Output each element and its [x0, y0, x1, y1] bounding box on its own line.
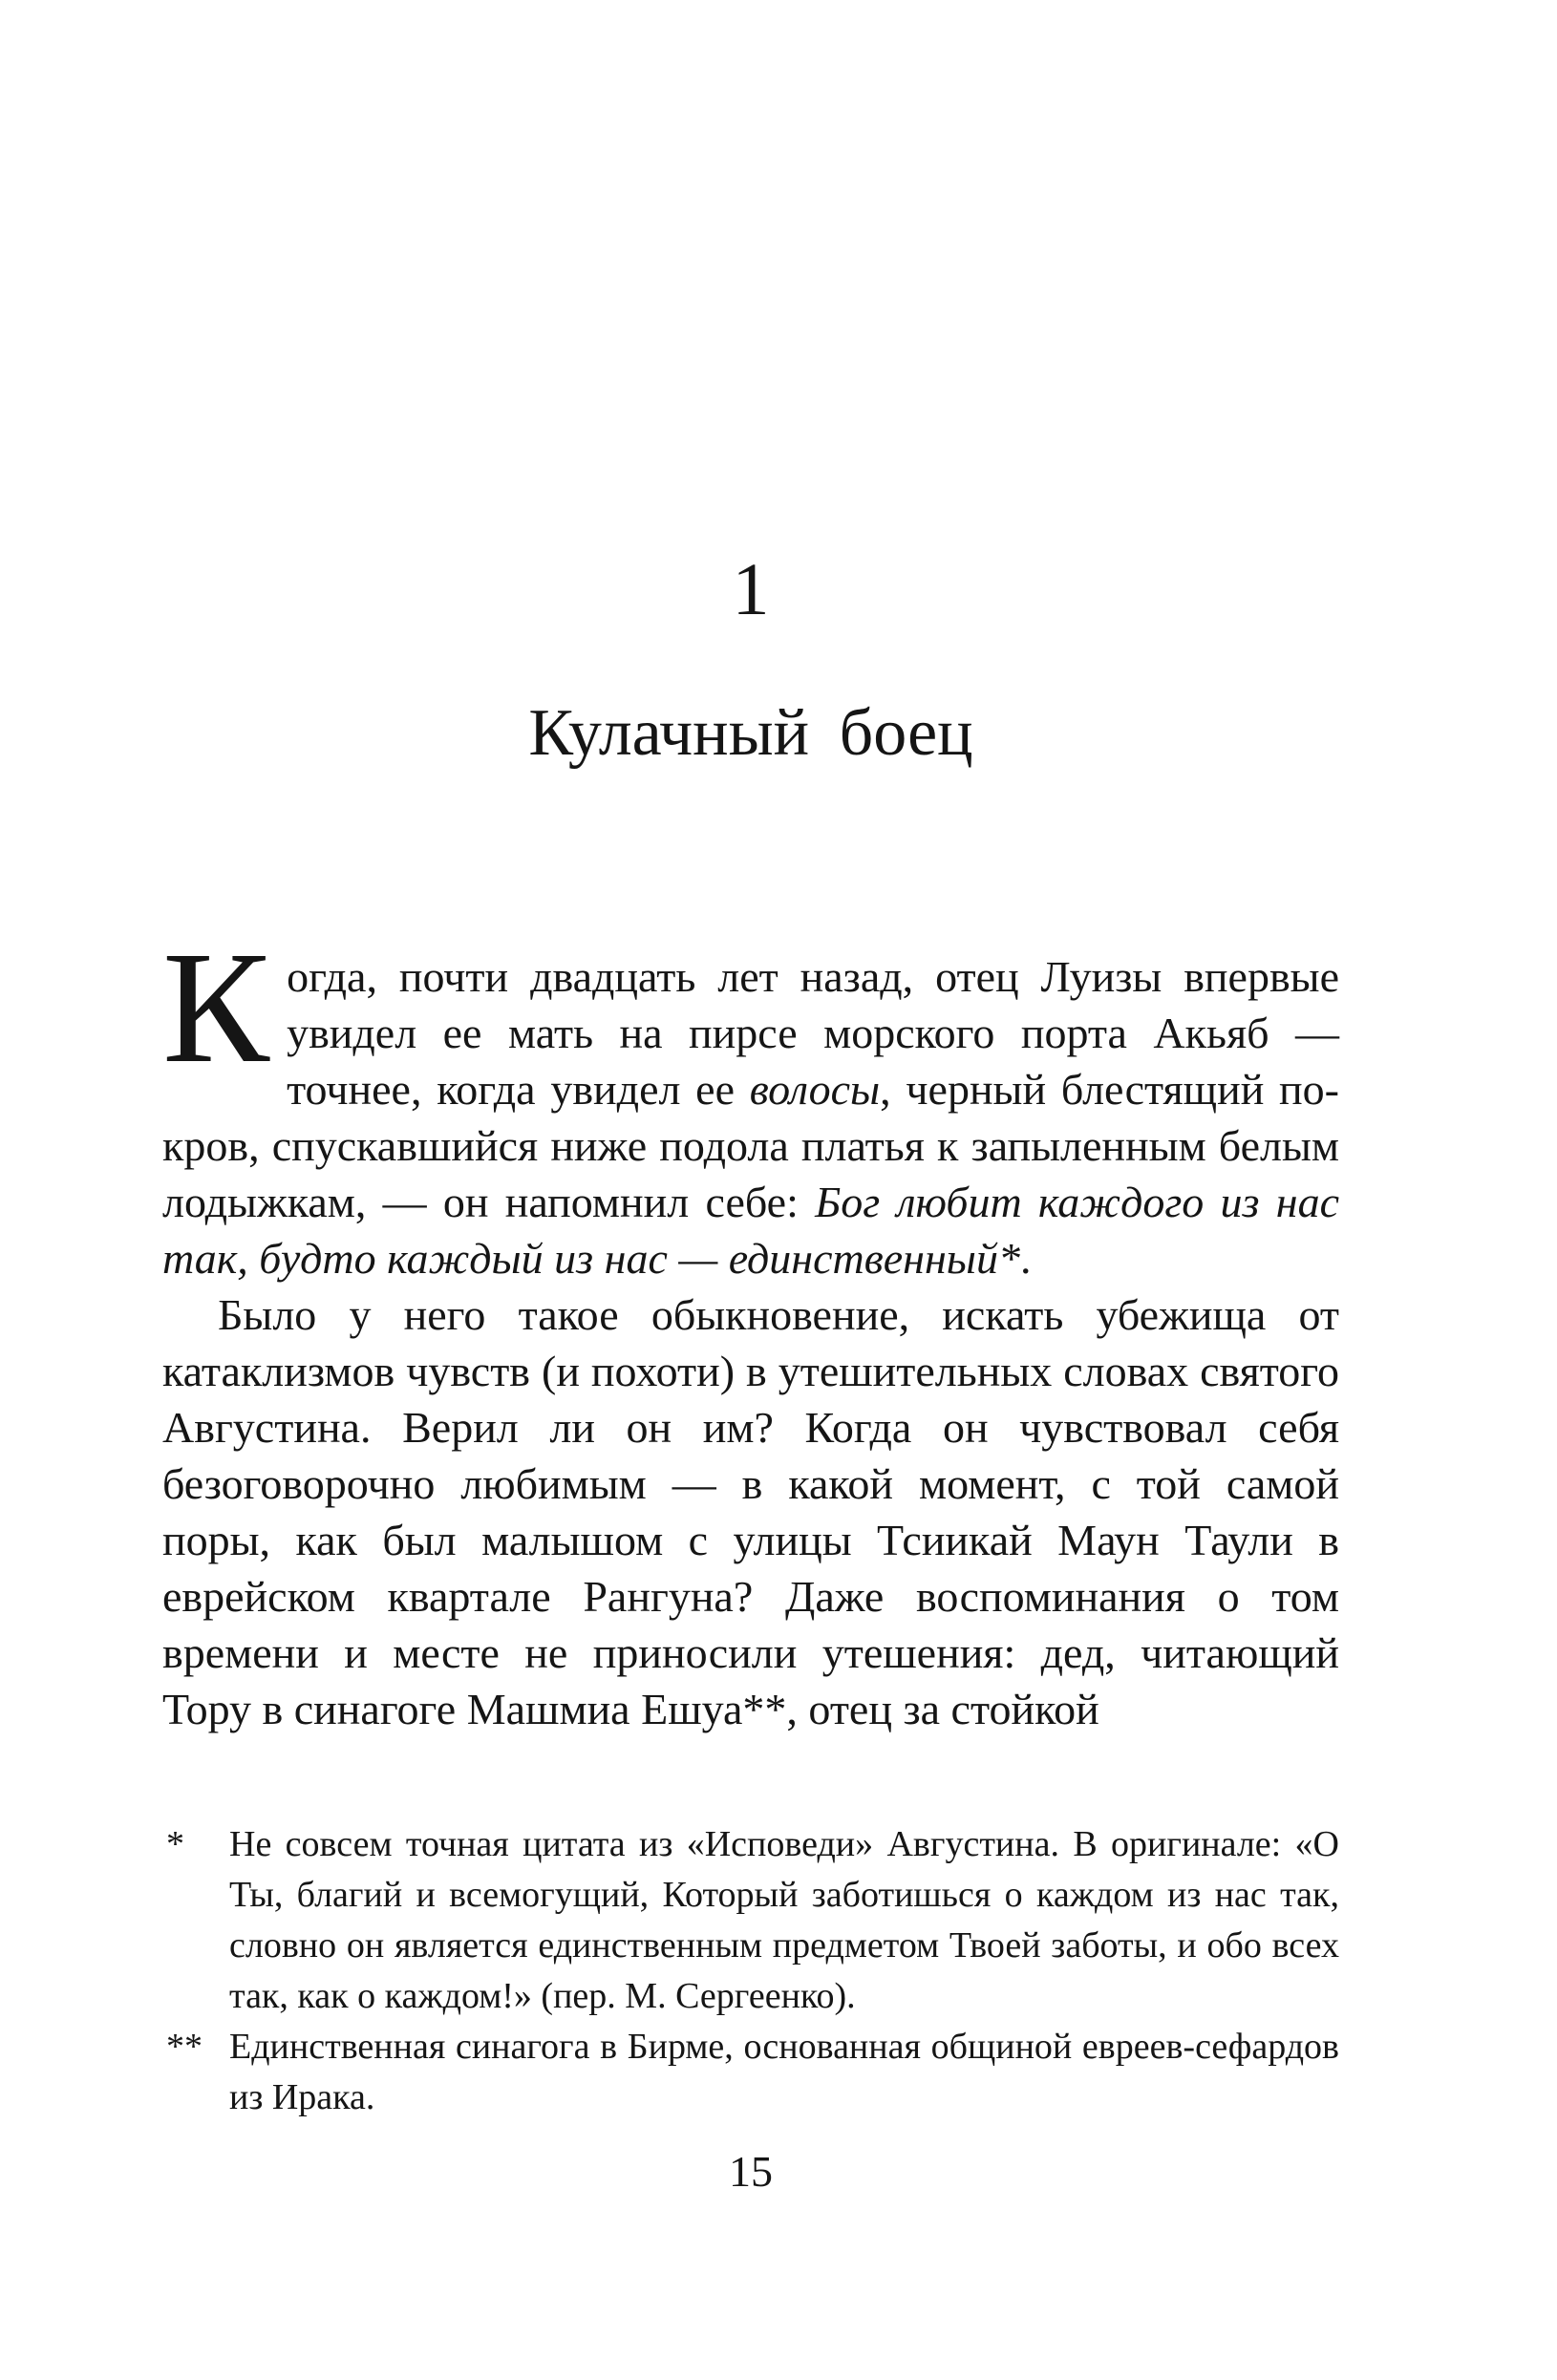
drop-cap: К — [162, 919, 270, 1096]
page-number: 15 — [729, 2147, 773, 2196]
text-run: Было у него такое обыкновение, искать убежища от катаклизмов чувств (и похоти) в утешительных словах святого Августина. Верил ли он им? Когда он чувствовал себя безоговорочно любимым — в какой момент, с той самой поры, как был малышом с улицы Тсиикай Маун Таули в еврейском квартале Рангуна? Даже воспоминания о том времени и месте не приносили утешения: дед, читающий Тору в синагоге Машмиа Ешуа**, отец за стойкой — [162, 1290, 1339, 1733]
footnote — [162, 2022, 1339, 2123]
footnote-marker: * — [166, 1824, 184, 1864]
body-text — [162, 919, 1339, 1737]
text-run: . — [1019, 1234, 1032, 1283]
footnote-text: Единственная синагога в Бирме, основанная общиной евреев-сефардов из Ирака. — [229, 2027, 1339, 2117]
text-run-italic: волосы — [749, 1065, 881, 1114]
chapter-number: 1 — [732, 547, 770, 630]
text-run-italic: Бог любит каждого из нас так, будто каждый из нас — единственный* — [162, 1178, 1339, 1283]
footnote-text: Не совсем точная цитата из «Исповеди» Августина. В оригинале: «О Ты, благий и всемогущий, Который заботишься о каждом из нас так, словно он является единственным предметом Твоей заботы, и обо всех так, как о каждом!» (пер. М. Сергеенко). — [229, 1824, 1339, 2016]
footnotes-block — [162, 1819, 1339, 2123]
text-run: огда, почти двадцать лет назад, отец Луизы впервые увидел ее мать на пирсе морского порта Акьяб — точнее, когда увидел ее — [287, 952, 1339, 1114]
paragraph — [162, 1286, 1339, 1737]
chapter-title: Кулачный боец — [528, 696, 973, 770]
text-run: , черный блестящий покров, спускавшийся ниже подола платья к запыленным белым лодыжкам, — он напомнил себе: — [162, 1065, 1339, 1226]
footnote-marker: ** — [166, 2027, 203, 2067]
footnote — [162, 1819, 1339, 2022]
paragraph — [162, 919, 1339, 1286]
